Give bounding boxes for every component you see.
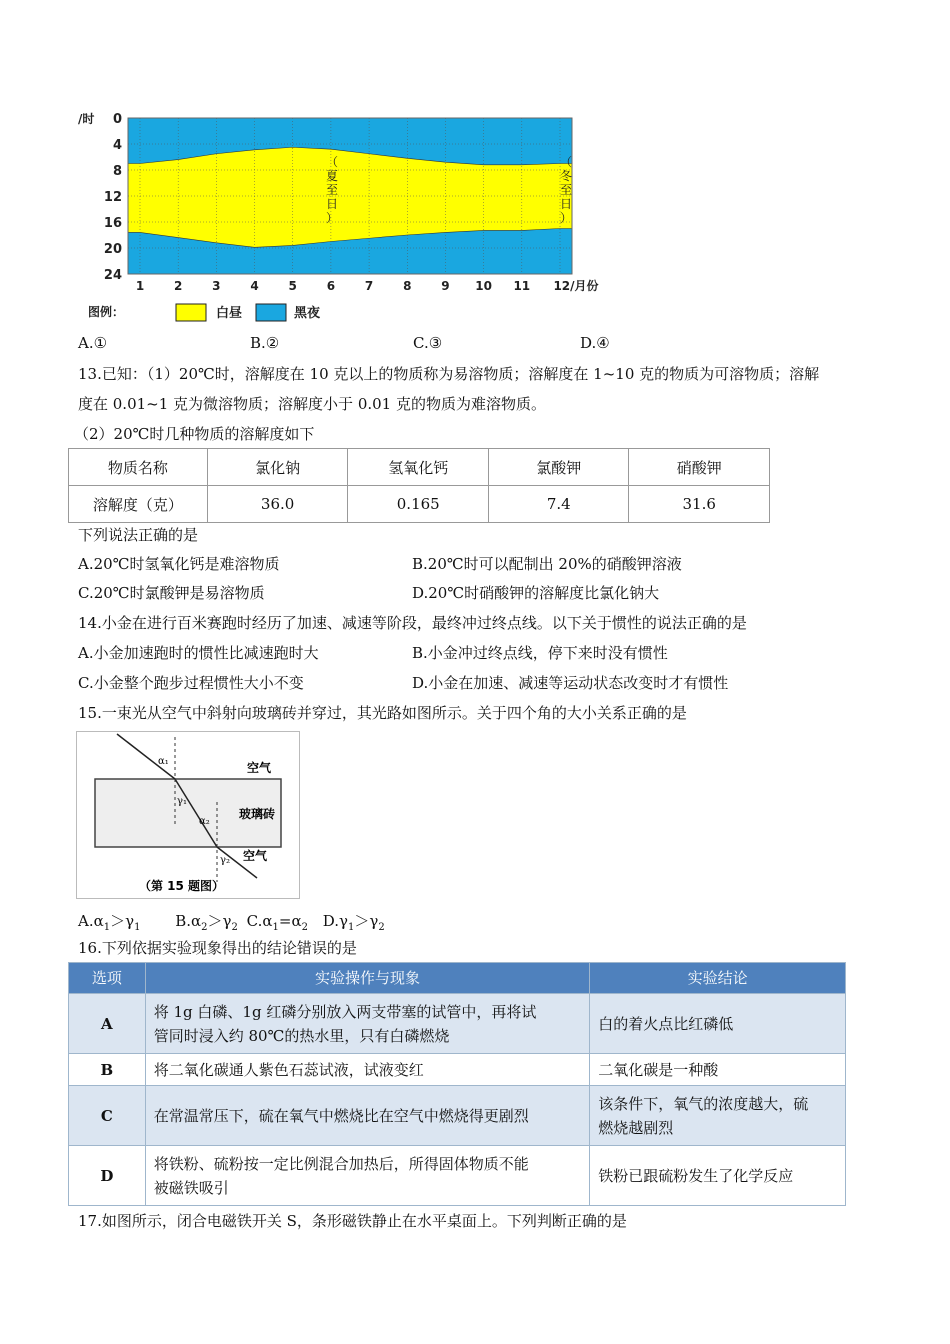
q15-options [78,910,385,939]
header-cell: 实验结论 [590,963,846,994]
x-tick-label: 4 [250,279,259,293]
q13-prompt: 下列说法正确的是 [78,526,199,544]
sub: 2 [378,922,385,933]
sub: 1 [103,922,111,933]
y-tick-label: 24 [103,268,122,283]
operation-line: 将二氧化碳通人紫色石蕊试液，试液变红 [153,1060,424,1079]
experiment-row-b [69,1054,846,1086]
summer-solstice-label: 夏 [325,169,339,183]
conclusion-line: 该条件下，氧气的浓度越大，硫 [598,1094,809,1113]
option-key: B [69,1054,146,1086]
q13-line3: （2）20℃时几种物质的溶解度如下 [74,425,315,443]
option-key: D [69,1146,146,1206]
operation-line: 管同时浸入约 80℃的热水里，只有白磷燃烧 [153,1026,450,1045]
operation-cell [145,1086,590,1146]
x-tick-label: 7 [364,279,374,293]
x-tick-label: 8 [403,279,412,293]
conclusion-line: 燃烧越剧烈 [598,1118,674,1137]
opt-b-rel: ＞γ [207,912,232,930]
opt-a-text: A.α [78,912,104,930]
light-path-diagram [77,732,299,898]
option-key: C [69,1086,146,1146]
operation-cell [145,1054,590,1086]
legend-day-swatch [176,304,206,321]
daylight-chart [70,108,610,330]
cell: 31.6 [629,486,770,523]
label-air-bottom: 空气 [243,849,268,863]
operation-line: 在常温常压下，硫在氧气中燃烧比在空气中燃烧得更剧烈 [153,1106,529,1125]
q17-stem: 17.如图所示，闭合电磁铁开关 S，条形磁铁静止在水平桌面上。下列判断正确的是 [78,1212,627,1230]
y-tick-label: 12 [103,190,122,205]
angle-alpha2: α₂ [199,816,210,827]
cell: 0.165 [348,486,489,523]
q14-option-b[interactable]: B.小金冲过终点线，停下来时没有惯性 [412,644,668,662]
x-tick-label: 1 [135,279,145,293]
cell: 36.0 [207,486,348,523]
q15-option-c[interactable] [246,912,308,933]
x-tick-label: 11 [513,279,531,293]
experiment-row-d [69,1146,846,1206]
cell: 氢氧化钙 [348,449,489,486]
q13-line1: 13.已知：（1）20℃时，溶解度在 10 克以上的物质称为易溶物质；溶解度在 1~10 克的物质为可溶物质；溶解 [78,365,820,383]
summer-solstice-label: 日 [325,197,339,211]
label-glass: 玻璃砖 [239,807,276,821]
angle-gamma1: γ₁ [177,796,187,807]
solubility-value-row [69,486,770,523]
solubility-table [68,448,770,523]
summer-solstice-label: 至 [325,183,339,197]
y-unit-label: /时 [78,112,95,126]
q13-option-d[interactable]: D.20℃时硝酸钾的溶解度比氯化钠大 [412,584,660,602]
y-tick-label: 0 [112,112,122,127]
sub: 2 [231,922,238,933]
x-tick-label: 12/月份 [553,279,599,293]
sub: 1 [134,922,141,933]
header-cell: 实验操作与现象 [145,963,590,994]
cell: 溶解度（克） [69,486,208,523]
q12-option-b[interactable]: B.② [250,334,280,352]
sub: 1 [272,922,279,933]
figure-caption: （第 15 题图） [139,879,225,893]
q12-option-a[interactable]: A.① [78,334,108,352]
sub: 1 [347,922,355,933]
conclusion-line: 白的着火点比红磷低 [598,1014,734,1033]
opt-d-rel: ＞γ [354,912,379,930]
experiment-header-row [69,963,846,994]
q14-option-d[interactable]: D.小金在加速、减速等运动状态改变时才有惯性 [412,674,729,692]
opt-b-text: B.α [175,912,202,930]
sub: 2 [201,922,208,933]
conclusion-cell [590,1086,846,1146]
q12-option-c[interactable]: C.③ [413,334,443,352]
header-cell: 选项 [69,963,146,994]
q15-option-b[interactable] [175,912,238,933]
opt-a-rel: ＞γ [110,912,135,930]
q15-stem: 15.一束光从空气中斜射向玻璃砖并穿过，其光路如图所示。关于四个角的大小关系正确的是 [78,704,687,722]
x-tick-label: 5 [288,279,297,293]
q14-option-c[interactable]: C.小金整个跑步过程惯性大小不变 [78,674,304,692]
y-tick-label: 16 [103,216,122,231]
conclusion-line: 二氧化碳是一种酸 [598,1060,719,1079]
q13-line2: 度在 0.01~1 克为微溶物质；溶解度小于 0.01 克的物质为难溶物质。 [78,395,546,413]
winter-solstice-label: ） [559,211,573,225]
winter-solstice-label: 至 [559,183,573,197]
x-tick-label: 9 [441,279,450,293]
experiment-table [68,962,846,1206]
conclusion-cell [590,994,846,1054]
cell: 氯酸钾 [489,449,629,486]
operation-cell [145,994,590,1054]
q15-figure [76,731,300,899]
operation-cell [145,1146,590,1206]
q14-option-a[interactable]: A.小金加速跑时的惯性比减速跑时大 [78,644,319,662]
x-tick-label: 10 [475,279,492,293]
option-key: A [69,994,146,1054]
opt-d-text: D.γ [322,912,348,930]
opt-c-text: C.α [246,912,273,930]
y-tick-label: 4 [112,138,122,153]
y-tick-label: 8 [112,164,122,179]
summer-solstice-label: （ [325,155,339,169]
conclusion-cell [590,1054,846,1086]
q12-option-d[interactable]: D.④ [580,334,610,352]
operation-line: 将 1g 白磷、1g 红磷分别放入两支带塞的试管中，再将试 [153,1002,537,1021]
y-tick-label: 20 [103,242,122,257]
cell: 硝酸钾 [629,449,770,486]
daylight-chart-svg [70,108,610,330]
q15-option-a[interactable] [78,912,141,933]
legend-night-swatch [256,304,286,321]
angle-gamma2: γ₂ [220,855,230,866]
q14-stem: 14.小金在进行百米赛跑时经历了加速、减速等阶段，最终冲过终点线。以下关于惯性的说法正确的是 [78,614,747,632]
legend-prefix: 图例： [88,305,125,319]
q15-option-d[interactable] [322,912,385,933]
x-tick-label: 3 [212,279,221,293]
legend-night-label: 黑夜 [294,306,321,321]
angle-alpha1: α₁ [158,756,169,767]
experiment-row-c [69,1086,846,1146]
sub: 2 [301,922,308,933]
cell: 氯化钠 [207,449,348,486]
operation-line: 将铁粉、硫粉按一定比例混合加热后，所得固体物质不能 [153,1154,529,1173]
q13-option-c[interactable]: C.20℃时氯酸钾是易溶物质 [78,584,265,602]
x-tick-label: 2 [174,279,183,293]
q13-option-a[interactable]: A.20℃时氢氧化钙是难溶物质 [78,555,280,573]
opt-c-rel: =α [278,912,302,930]
conclusion-line: 铁粉已跟硫粉发生了化学反应 [598,1166,794,1185]
experiment-row-a [69,994,846,1054]
winter-solstice-label: 日 [559,197,573,211]
legend-day-label: 白昼 [216,306,243,321]
solubility-header-row [69,449,770,486]
summer-solstice-label: ） [325,211,339,225]
cell: 7.4 [489,486,629,523]
operation-line: 被磁铁吸引 [153,1178,229,1197]
x-tick-label: 6 [326,279,336,293]
q16-stem: 16.下列依据实验现象得出的结论错误的是 [78,939,357,957]
label-air-top: 空气 [247,761,272,775]
cell: 物质名称 [69,449,208,486]
conclusion-cell [590,1146,846,1206]
q13-option-b[interactable]: B.20℃时可以配制出 20%的硝酸钾溶液 [412,555,682,573]
winter-solstice-label: （ [559,155,573,169]
winter-solstice-label: 冬 [559,169,573,183]
